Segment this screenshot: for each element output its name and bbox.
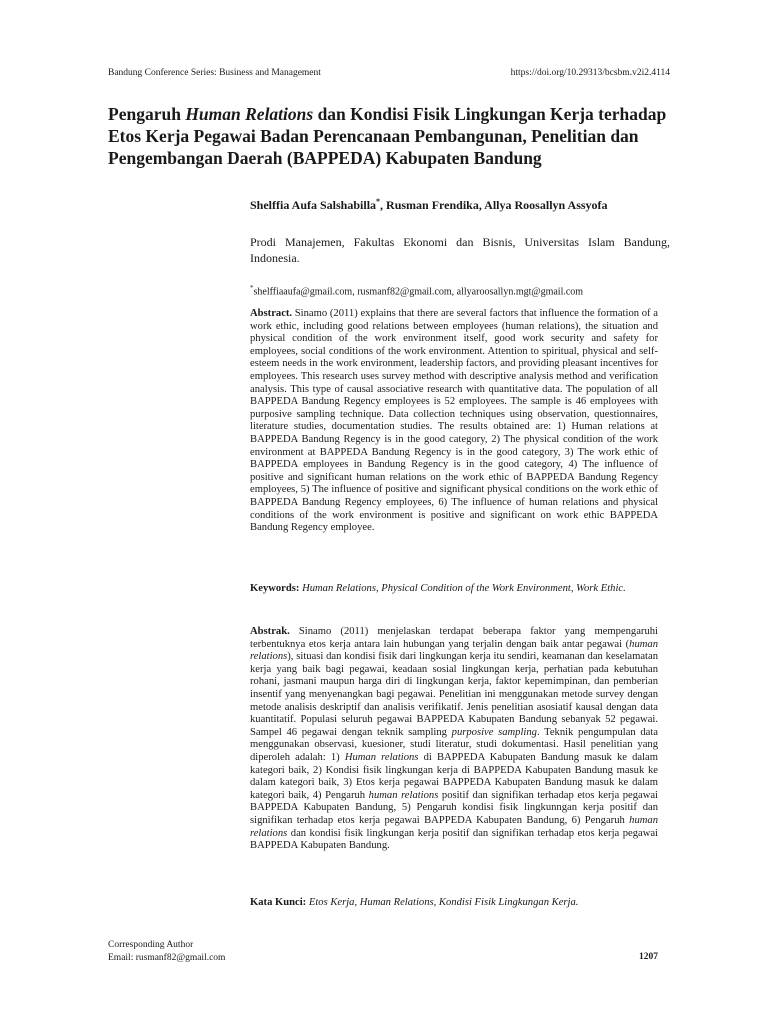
keywords-label: Keywords: [250, 583, 300, 594]
keywords-text: Human Relations, Physical Condition of the Work Environment, Work Ethic. [299, 583, 626, 594]
title-part-1: Pengaruh [108, 104, 186, 124]
abstrak-label: Abstrak. [250, 626, 290, 637]
corresponding-footer [108, 939, 225, 965]
journal-name: Bandung Conference Series: Business and Management [108, 68, 321, 78]
abstrak-italic-1: human relations [250, 638, 658, 663]
kata-kunci-text: Etos Kerja, Human Relations, Kondisi Fisik Lingkungan Kerja. [306, 897, 579, 908]
corresponding-mark: * [376, 197, 381, 206]
abstrak-italic-2: purposive sampling [451, 726, 537, 738]
abstrak-italic-4: human relations [368, 789, 439, 801]
author-emails [250, 282, 670, 298]
corresponding-email[interactable]: Email: rusmanf82@gmail.com [108, 953, 226, 963]
title-italic: Human Relations [185, 104, 314, 124]
doi-link[interactable]: https://doi.org/10.29313/bcsbm.v2i2.4114 [510, 68, 670, 78]
abstract-english [250, 308, 658, 535]
abstrak-text-4: di BAPPEDA Kabupaten Bandung masuk ke dalam kategori baik, 2) Kondisi fisik lingkungan kerja di BAPPEDA Kabupaten Bandung masuk ke dalam kategori baik, 3) Etos kerja pegawai BAPPEDA Kabupaten Bandung masuk ke dalam kategori baik, 4) Pengaruh [250, 751, 658, 801]
abstrak-text-5: positif dan signifikan terhadap etos kerja pegawai BAPPEDA Kabupaten Bandung, 5) Pengaruh kondisi fisik lingkunngan kerja positif dan signifikan terhadap etos kerja pegawai BAPPEDA Kabupaten Bandung, 6) Pengaruh [250, 789, 658, 826]
author-list [250, 194, 670, 213]
abstract-text: Sinamo (2011) explains that there are several factors that influence the formation of a work ethic, including good relations between employees (human relations), the situation and physical condition of the work environment itself, good work security and safety for employees, social conditions of the work environment. Attention to spiritual, physical and self-esteem needs in the work environment, leadership factors, and providing pleasant incentives for employees. This research uses survey method with descriptive analysis method and verification analysis. This type of causal associative research with quantitative data. The population of all BAPPEDA Bandung Regency employees is 52 employees. The sample is 46 employees with purposive sampling technique. Data collection techniques using observation, questionnaires, literature studies, documentation studies. The results obtained are: 1) Human relations at BAPPEDA Bandung Regency is in the good category, 2) The physical condition of the work environment at BAPPEDA Bandung Regency is in the good category, 3) The work ethic of BAPPEDA employees in Bandung Regency is in the good category, 4) The influence of positive and significant human relations on the work ethic of BAPPEDA Bandung Regency employees, 5) The influence of positive and significant physical conditions on the work ethic of BAPPEDA Bandung Regency employees, 6) The influence of human relations and physical conditions of the work environment is positive and significant on work ethic BAPPEDA Bandung Regency employee. [250, 308, 658, 534]
title-part-2: dan Kondisi Fisik Lingkungan Kerja terhadap Etos Kerja Pegawai Badan Perencanaan Pembangunan, Penelitian dan Pengembangan Daerah (BAPPEDA) Kabupaten Bandung [108, 104, 667, 168]
abstrak-text-1: Sinamo (2011) menjelaskan terdapat beberapa faktor yang mempengaruhi terbentuknya etos kerja antara lain hubungan yang terjalin dengan baik antar pegawai ( [250, 626, 658, 650]
corresponding-label: Corresponding Author [108, 940, 194, 950]
first-author: Shelffia Aufa Salshabilla [250, 198, 377, 212]
abstract-label: Abstract. [250, 308, 293, 319]
abstrak-text-3: . Teknik pengumpulan data menggunakan observasi, kuesioner, studi literatur, studi dokumentasi. Hasil penelitian yang diperoleh adalah: 1) [250, 726, 659, 763]
abstrak-italic-5: human relations [250, 814, 658, 839]
email-mark: * [250, 284, 254, 292]
keywords-indonesian [250, 897, 658, 910]
abstrak-italic-3: Human relations [344, 751, 419, 763]
abstract-indonesian [250, 626, 658, 853]
page-number: 1207 [639, 952, 658, 962]
paper-title [108, 103, 668, 169]
affiliation: Prodi Manajemen, Fakultas Ekonomi dan Bisnis, Universitas Islam Bandung, Indonesia. [250, 235, 670, 265]
running-header [108, 68, 670, 78]
other-authors: , Rusman Frendika, Allya Roosallyn Assyofa [380, 198, 608, 212]
email-list[interactable]: shelffiaaufa@gmail.com, rusmanf82@gmail.com, allyaroosallyn.mgt@gmail.com [253, 286, 584, 298]
keywords-english [250, 583, 658, 596]
abstrak-text-2: ), situasi dan kondisi fisik dari lingkungan kerja itu sendiri, keamanan dan keselamatan kerja yang baik bagi pegawai, keadaan sosial lingkungan kerja, perhatian pada kebutuhan rohani, jasmani maupun harga diri di lingkungan kerja, faktor kepemimpinan, dan pemberian insentif yang menyenangkan bagi pegawai. Penelitian ini menggunakan metode survey dengan metode analisis deskriptif dan analisis verifikatif. Jenis penelitian asosiatif kausal dengan data kuantitatif. Populasi seluruh pegawai BAPPEDA Kabupaten Bandung sebanyak 52 pegawai. Sampel 46 pegawai dengan teknik sampling [250, 651, 658, 738]
kata-kunci-label: Kata Kunci: [250, 897, 307, 908]
abstrak-text-6: dan kondisi fisik lingkungan kerja positif dan signifikan terhadap etos kerja pegawai BAPPEDA Kabupaten Bandung. [250, 827, 658, 852]
